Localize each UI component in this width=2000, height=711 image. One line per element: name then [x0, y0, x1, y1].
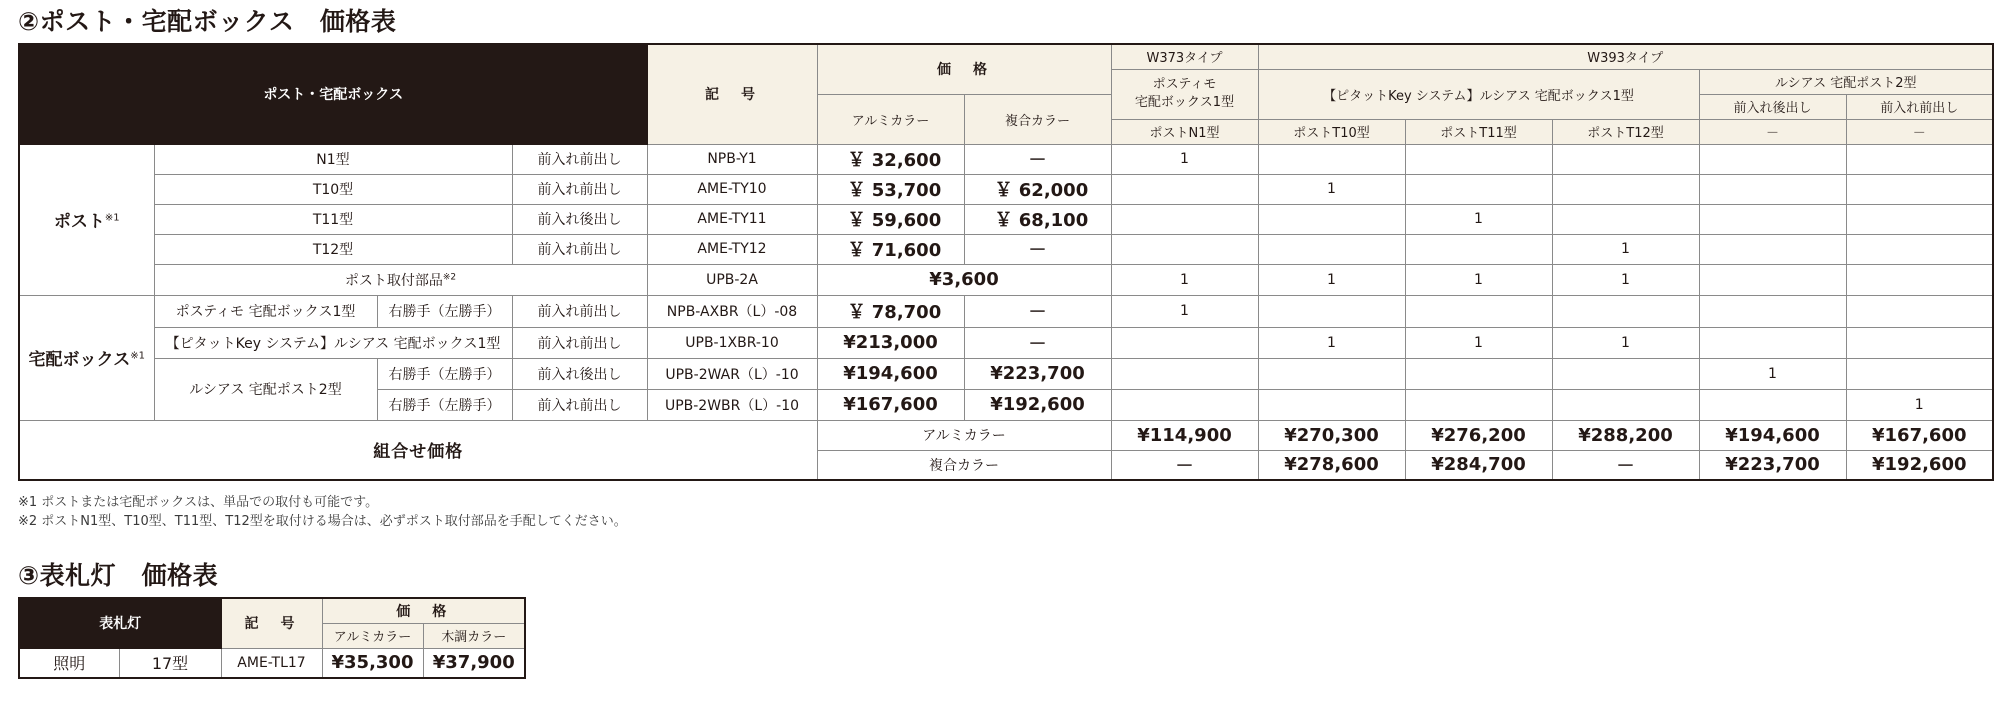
- header-post-t12: ポストT12型: [1552, 119, 1699, 144]
- header-lucias2: ルシアス 宅配ポスト2型: [1699, 69, 1993, 94]
- header-dash: －: [1699, 119, 1846, 144]
- combo-price: ¥223,700: [1699, 450, 1846, 480]
- opening-type: 前入れ前出し: [512, 234, 647, 264]
- mark-cell: [1699, 234, 1846, 264]
- table-row: [19, 234, 1993, 264]
- light-name: 照明: [19, 648, 119, 678]
- mark-cell: [1846, 295, 1993, 327]
- mark-cell: [1552, 295, 1699, 327]
- header-nameplate-light: 表札灯: [19, 598, 221, 648]
- mark-cell: [1552, 144, 1699, 174]
- product-code: AME-TY11: [647, 204, 817, 234]
- product-name: ポスト取付部品$^{※2}$: [154, 264, 647, 295]
- mark-cell: [1258, 144, 1405, 174]
- table-row: [19, 204, 1993, 234]
- header-code: 記 号: [647, 44, 817, 144]
- header-code: 記 号: [221, 598, 322, 648]
- section2-title: ②ポスト・宅配ボックス 価格表: [18, 7, 397, 36]
- price-fukugo: －: [964, 295, 1111, 327]
- mark-cell: [1258, 234, 1405, 264]
- footnote-1: ※1 ポストまたは宅配ボックスは、単品での取付も可能です。: [18, 495, 379, 510]
- mark-cell: [1699, 204, 1846, 234]
- opening-type: 前入れ前出し: [512, 174, 647, 204]
- header-price: 価 格: [322, 598, 525, 623]
- mark-cell: [1258, 295, 1405, 327]
- mark-cell: [1258, 204, 1405, 234]
- header-alumi: アルミカラー: [817, 94, 964, 144]
- header-pitatto: 【ピタットKey システム】ルシアス 宅配ボックス1型: [1258, 69, 1699, 119]
- mark-cell: [1552, 174, 1699, 204]
- mark-cell: [1699, 264, 1846, 295]
- header-post-t11: ポストT11型: [1405, 119, 1552, 144]
- header-fukugo: 複合カラー: [964, 94, 1111, 144]
- opening-type: 前入れ後出し: [512, 358, 647, 389]
- price-alumi: ¥213,000: [817, 327, 964, 358]
- mark-cell: [1111, 174, 1258, 204]
- price-fukugo: －: [964, 234, 1111, 264]
- mark-cell: [1846, 358, 1993, 389]
- combo-price: －: [1552, 450, 1699, 480]
- price-fukugo: ￥ 62,000: [964, 174, 1111, 204]
- mark-cell: 1: [1405, 327, 1552, 358]
- combo-price: ¥288,200: [1552, 420, 1699, 450]
- mark-cell: [1111, 234, 1258, 264]
- table-row: [19, 174, 1993, 204]
- combo-alumi-label: アルミカラー: [817, 420, 1111, 450]
- price-fukugo: ¥192,600: [964, 389, 1111, 420]
- header-post-n1: ポストN1型: [1111, 119, 1258, 144]
- mark-cell: [1111, 358, 1258, 389]
- mark-cell: 1: [1405, 264, 1552, 295]
- combo-label: 組合せ価格: [19, 420, 817, 480]
- light-type: 17型: [119, 648, 221, 678]
- mark-cell: 1: [1111, 144, 1258, 174]
- combo-price: ¥192,600: [1846, 450, 1993, 480]
- header-alumi: アルミカラー: [322, 623, 423, 648]
- mark-cell: [1846, 327, 1993, 358]
- product-code: UPB-1XBR-10: [647, 327, 817, 358]
- product-code: AME-TL17: [221, 648, 322, 678]
- price-fukugo: －: [964, 144, 1111, 174]
- header-w373: W373タイプ: [1111, 44, 1258, 69]
- mark-cell: 1: [1405, 204, 1552, 234]
- combo-price: ¥278,600: [1258, 450, 1405, 480]
- price-fukugo: ￥ 68,100: [964, 204, 1111, 234]
- hand-type: 右勝手（左勝手）: [377, 389, 512, 420]
- mark-cell: 1: [1258, 174, 1405, 204]
- header-wood: 木調カラー: [423, 623, 525, 648]
- product-name: T11型: [154, 204, 512, 234]
- mark-cell: [1405, 144, 1552, 174]
- mark-cell: [1846, 174, 1993, 204]
- product-code: UPB-2WAR（L）-10: [647, 358, 817, 389]
- mark-cell: 1: [1258, 327, 1405, 358]
- mark-cell: [1552, 204, 1699, 234]
- mark-cell: [1846, 234, 1993, 264]
- mark-cell: [1405, 389, 1552, 420]
- price-fukugo: －: [964, 327, 1111, 358]
- mark-cell: [1111, 389, 1258, 420]
- table-row: [19, 648, 525, 678]
- mark-cell: 1: [1552, 234, 1699, 264]
- price-alumi: ¥167,600: [817, 389, 964, 420]
- combo-price: －: [1111, 450, 1258, 480]
- mark-cell: 1: [1699, 358, 1846, 389]
- header-w393: W393タイプ: [1258, 44, 1993, 69]
- nameplate-light-price-table: [18, 597, 526, 679]
- price-wood: ¥37,900: [423, 648, 525, 678]
- mark-cell: [1552, 389, 1699, 420]
- post-box-price-table: [18, 43, 1994, 481]
- header-front-back: 前入れ後出し: [1699, 94, 1846, 119]
- opening-type: 前入れ前出し: [512, 327, 647, 358]
- table-row: [19, 264, 1993, 295]
- mark-cell: [1846, 204, 1993, 234]
- hand-type: 右勝手（左勝手）: [377, 295, 512, 327]
- table-row: [19, 358, 1993, 389]
- price-alumi: ¥35,300: [322, 648, 423, 678]
- combo-row-alumi: [19, 420, 1993, 450]
- price-common: ¥3,600: [817, 264, 1111, 295]
- table-row: [19, 327, 1993, 358]
- header-post-box: ポスト・宅配ボックス: [19, 44, 647, 144]
- mark-cell: [1846, 144, 1993, 174]
- product-name: T10型: [154, 174, 512, 204]
- footnote-2: ※2 ポストN1型、T10型、T11型、T12型を取付ける場合は、必ずポスト取付部品を手配してください。: [18, 514, 627, 529]
- price-alumi: ¥194,600: [817, 358, 964, 389]
- header-dash: －: [1846, 119, 1993, 144]
- mark-cell: [1405, 174, 1552, 204]
- mark-cell: [1111, 327, 1258, 358]
- header-price: 価 格: [817, 44, 1111, 94]
- mark-cell: [1699, 327, 1846, 358]
- product-name: 【ピタットKey システム】ルシアス 宅配ボックス1型: [154, 327, 512, 358]
- combo-price: ¥276,200: [1405, 420, 1552, 450]
- price-fukugo: ¥223,700: [964, 358, 1111, 389]
- price-alumi: ￥ 78,700: [817, 295, 964, 327]
- mark-cell: 1: [1552, 327, 1699, 358]
- mark-cell: 1: [1846, 389, 1993, 420]
- table-row: [19, 295, 1993, 327]
- mark-cell: [1699, 144, 1846, 174]
- product-name: N1型: [154, 144, 512, 174]
- mark-cell: 1: [1258, 264, 1405, 295]
- opening-type: 前入れ前出し: [512, 295, 647, 327]
- mark-cell: [1111, 204, 1258, 234]
- section3-title: ③表札灯 価格表: [18, 561, 219, 590]
- product-code: AME-TY10: [647, 174, 817, 204]
- mark-cell: 1: [1111, 264, 1258, 295]
- header-postimo: ポスティモ 宅配ボックス1型: [1111, 69, 1258, 119]
- product-code: UPB-2A: [647, 264, 817, 295]
- mark-cell: [1405, 234, 1552, 264]
- combo-price: ¥194,600: [1699, 420, 1846, 450]
- mark-cell: [1699, 295, 1846, 327]
- product-code: AME-TY12: [647, 234, 817, 264]
- header-front-front: 前入れ前出し: [1846, 94, 1993, 119]
- price-alumi: ￥ 71,600: [817, 234, 964, 264]
- combo-price: ¥114,900: [1111, 420, 1258, 450]
- combo-price: ¥167,600: [1846, 420, 1993, 450]
- mark-cell: [1258, 358, 1405, 389]
- combo-price: ¥270,300: [1258, 420, 1405, 450]
- mark-cell: [1699, 389, 1846, 420]
- opening-type: 前入れ前出し: [512, 389, 647, 420]
- product-name: ルシアス 宅配ポスト2型: [154, 358, 377, 420]
- mark-cell: 1: [1111, 295, 1258, 327]
- combo-fukugo-label: 複合カラー: [817, 450, 1111, 480]
- price-alumi: ￥ 53,700: [817, 174, 964, 204]
- mark-cell: [1405, 295, 1552, 327]
- mark-cell: [1552, 358, 1699, 389]
- header-post-t10: ポストT10型: [1258, 119, 1405, 144]
- table-row: [19, 144, 1993, 174]
- price-alumi: ￥ 32,600: [817, 144, 964, 174]
- mark-cell: [1405, 358, 1552, 389]
- combo-price: ¥284,700: [1405, 450, 1552, 480]
- mark-cell: [1699, 174, 1846, 204]
- product-code: UPB-2WBR（L）-10: [647, 389, 817, 420]
- price-alumi: ￥ 59,600: [817, 204, 964, 234]
- opening-type: 前入れ後出し: [512, 204, 647, 234]
- group-box: 宅配ボックス$^{※1}$: [19, 295, 154, 420]
- mark-cell: [1258, 389, 1405, 420]
- product-name: T12型: [154, 234, 512, 264]
- mark-cell: [1846, 264, 1993, 295]
- product-code: NPB-Y1: [647, 144, 817, 174]
- product-code: NPB-AXBR（L）-08: [647, 295, 817, 327]
- product-name: ポスティモ 宅配ボックス1型: [154, 295, 377, 327]
- opening-type: 前入れ前出し: [512, 144, 647, 174]
- mark-cell: 1: [1552, 264, 1699, 295]
- hand-type: 右勝手（左勝手）: [377, 358, 512, 389]
- group-post: ポスト$^{※1}$: [19, 144, 154, 295]
